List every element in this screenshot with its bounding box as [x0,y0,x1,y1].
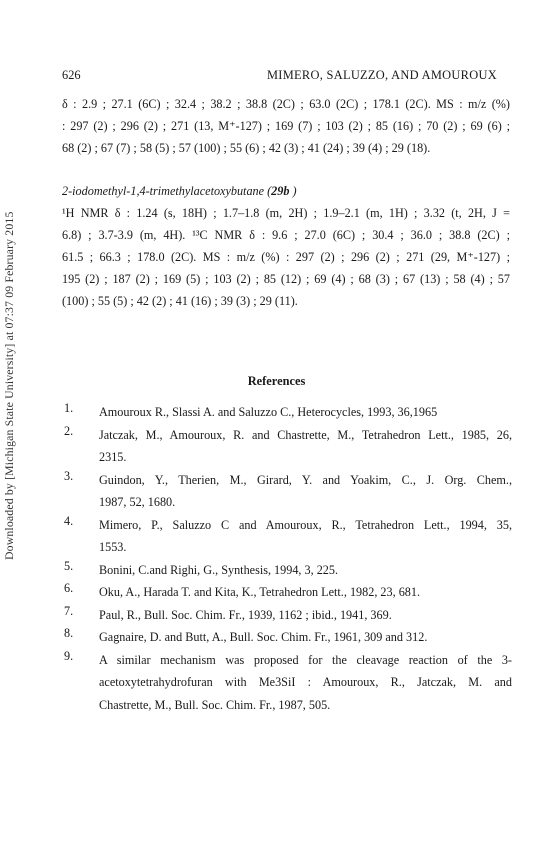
compound-name [62,180,510,202]
reference-number: 1. [64,401,74,415]
text-line: δ : 2.9 ; 27.1 (6C) ; 32.4 ; 38.2 ; 38.8 (2C) ; 63.0 (2C) ; 178.1 (2C). MS : m/z (%) [62,97,510,111]
reference-line: Gagnaire, D. and Butt, A., Bull. Soc. Chim. Fr., 1961, 309 and 312. [99,630,428,644]
reference-line: A similar mechanism was proposed for the cleavage reaction of the 3- [99,652,512,667]
reference-line: Mimero, P., Saluzzo C and Amouroux, R., Tetrahedron Lett., 1994, 35, [99,517,512,532]
spectral-data-continued [62,93,510,159]
reference-line: Chastrette, M., Bull. Soc. Chim. Fr., 1987, 505. [99,697,331,712]
reference-list [62,401,512,716]
reference-line: 1553. [99,540,127,554]
reference-line: 2315. [99,450,127,464]
compound-close: ) [289,184,297,198]
download-watermark: Downloaded by [Michigan State University] at 07:37 09 February 2015 [2,211,16,560]
reference-line: Jatczak, M., Amouroux, R. and Chastrette, M., Tetrahedron Lett., 1985, 26, [99,427,512,442]
compound-title: 2-iodomethyl-1,4-trimethylacetoxybutane ( [62,184,272,198]
reference-item [62,424,512,469]
reference-line: Paul, R., Bull. Soc. Chim. Fr., 1939, 1162 ; ibid., 1941, 369. [99,607,392,622]
text-line: 61.5 ; 66.3 ; 178.0 (2C). MS : m/z (%) : 297 (2) ; 296 (2) ; 271 (29, M⁺-127) ; [62,250,510,264]
reference-line: 1987, 52, 1680. [99,495,176,509]
compound-entry [62,180,510,312]
reference-item [62,401,512,424]
reference-line: Guindon, Y., Therien, M., Girard, Y. and Yoakim, C., J. Org. Chem., [99,472,512,487]
reference-number: 2. [64,423,74,438]
reference-number: 4. [64,513,74,528]
reference-line: acetoxytetrahydrofuran with Me3SiI : Amouroux, R., Jatczak, M. and [99,675,512,689]
text-line: (100) ; 55 (5) ; 42 (2) ; 41 (16) ; 39 (3) ; 29 (11). [62,294,298,308]
text-line: ¹H NMR δ : 1.24 (s, 18H) ; 1.7–1.8 (m, 2H) ; 1.9–2.1 (m, 1H) ; 3.32 (t, 2H, J = [62,206,510,220]
reference-number: 5. [64,558,74,573]
compound-label: 29b [271,184,290,198]
reference-line: Amouroux R., Slassi A. and Saluzzo C., Heterocycles, 1993, 36,1965 [99,405,438,419]
reference-line: Bonini, C.and Righi, G., Synthesis, 1994, 3, 225. [99,562,339,577]
reference-number: 6. [64,581,74,595]
text-line: 195 (2) ; 187 (2) ; 169 (5) ; 103 (2) ; 85 (12) ; 69 (4) ; 68 (3) ; 67 (13) ; 58 (4) ; 57 [62,272,510,286]
running-header [62,68,497,84]
reference-number: 3. [64,468,74,483]
reference-item [62,581,512,604]
reference-item [62,559,512,582]
reference-item [62,626,512,649]
references-heading: References [247,374,306,388]
reference-item [62,514,512,559]
reference-item [62,604,512,627]
text-line: 68 (2) ; 67 (7) ; 58 (5) ; 57 (100) ; 55 (6) ; 42 (3) ; 41 (24) ; 39 (4) ; 29 (18). [62,141,431,155]
reference-item [62,469,512,514]
reference-number: 9. [64,648,74,663]
page-number: 626 [62,68,81,82]
reference-item [62,649,512,717]
reference-number: 8. [64,626,74,640]
text-line: 6.8) ; 3.7-3.9 (m, 4H). ¹³C NMR δ : 9.6 ; 27.0 (6C) ; 30.4 ; 36.0 ; 38.8 (2C) ; [62,228,510,242]
running-title: MIMERO, SALUZZO, AND AMOUROUX [266,68,497,82]
text-line: : 297 (2) ; 296 (2) ; 271 (13, M⁺-127) ; 169 (7) ; 103 (2) ; 85 (16) ; 70 (2) ; 69 (6) ; [62,119,510,133]
reference-line: Oku, A., Harada T. and Kita, K., Tetrahedron Lett., 1982, 23, 681. [99,585,421,599]
reference-number: 7. [64,603,74,618]
